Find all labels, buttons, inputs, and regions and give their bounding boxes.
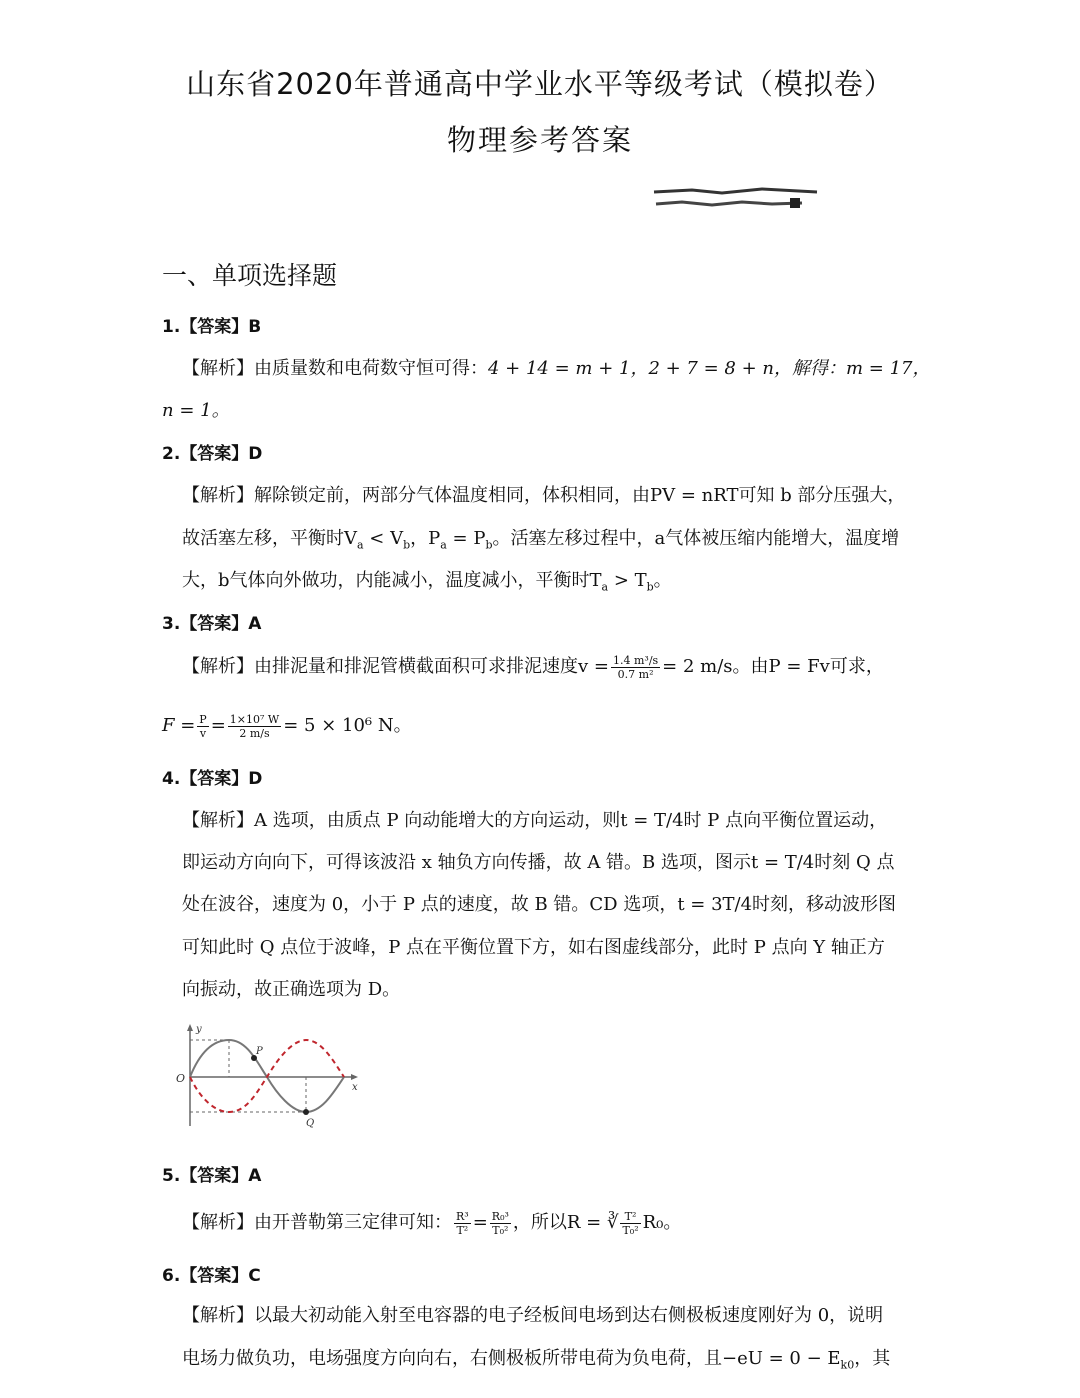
document-title: 山东省2020年普通高中学业水平等级考试（模拟卷） xyxy=(186,67,894,101)
q2-explanation-line1: 【解析】解除锁定前，两部分气体温度相同，体积相同，由PV = nRT可知 b 部分压强大， xyxy=(182,485,906,506)
x-axis-arrow-icon xyxy=(351,1074,358,1080)
x-label: x xyxy=(352,1082,358,1093)
q5-explanation-line1: 【解析】由开普勒第三定律可知： $\frac{\text{R³}}{\text{T²}}$ = $\frac{\text{R₀³}}{\text{T₀²}}$ ，所以R = ∛ $\frac{\text{T²}}{\text{T₀²}}$ R₀。 xyxy=(182,1209,682,1237)
q4-explanation-line2: 即运动方向向下，可得该波沿 x 轴负方向传播，故 A 错。B 选项，图示t = T/4时刻 Q 点 xyxy=(182,852,895,873)
q2-explanation-line3: 大，b气体向外做功，内能减小，温度减小，平衡时$T_a > T_b$。 xyxy=(182,570,672,594)
q2-explanation-line2: 故活塞左移，平衡时$V_a < V_b$，$P_a = P_b$。活塞左移过程中，a气体被压缩内能增大，温度增 xyxy=(182,528,900,552)
q3-fraction-pv: $\frac{P}{v}$ xyxy=(199,712,207,740)
q1-explanation-line2: n = 1。 xyxy=(162,400,230,421)
wave-diagram xyxy=(172,1022,362,1130)
q4-explanation-line4: 可知此时 Q 点位于波峰，P 点在平衡位置下方，如右图虚线部分，此时 P 点向 Y 轴正方 xyxy=(182,937,885,958)
redaction-mark xyxy=(652,184,822,210)
q4-explanation-line5: 向振动，故正确选项为 D。 xyxy=(182,979,401,1000)
q6-answer: 6.【答案】C xyxy=(162,1266,261,1286)
origin-label: O xyxy=(176,1072,186,1085)
q5-fraction-a: $\frac{\text{R³}}{\text{T²}}$ xyxy=(456,1209,469,1237)
q1-answer: 1.【答案】B xyxy=(162,317,262,337)
q1-explanation-line1: 【解析】由质量数和电荷数守恒可得：4 + 14 = m + 1，2 + 7 = 8 + n，解得：m = 17， xyxy=(182,358,931,379)
section-title: 一、单项选择题 xyxy=(162,261,338,290)
point-q xyxy=(303,1109,309,1115)
q2-answer: 2.【答案】D xyxy=(162,444,263,464)
q5-answer: 5.【答案】A xyxy=(162,1166,262,1186)
y-axis-arrow-icon xyxy=(187,1024,193,1031)
q-label: Q xyxy=(306,1118,315,1129)
q6-explanation-line2: 电场力做负功，电场强度方向向右，右侧极板所带电荷为负电荷，且$-eU = 0 - E_{k0}$，其 xyxy=(182,1348,891,1372)
q5-fraction-c: $\frac{\text{T²}}{\text{T₀²}}$ xyxy=(622,1209,639,1237)
q3-fraction-force: $\frac{\text{1×10⁷ W}}{2 m/s}$ xyxy=(229,712,280,740)
p-label: P xyxy=(256,1046,263,1057)
q4-explanation-line3: 处在波谷，速度为 0，小于 P 点的速度，故 B 错。CD 选项，t = 3T/4时刻，移动波形图 xyxy=(182,894,897,915)
q3-explanation-line2: F = $\frac{P}{v}$ = $\frac{\text{1×10⁷ W}}{2 m/s}$ = 5 × 10⁶ N。 xyxy=(162,712,412,740)
dashed-waveform xyxy=(190,1040,344,1112)
q3-answer: 3.【答案】A xyxy=(162,614,262,634)
document-subtitle: 物理参考答案 xyxy=(446,123,633,157)
q6-explanation-line1: 【解析】以最大初动能入射至电容器的电子经板间电场到达右侧极板速度刚好为 0，说明 xyxy=(182,1305,884,1326)
q3-fraction-velocity: $\frac{\text{1.4 m³/s}}{\text{0.7 m²}}$ xyxy=(612,653,659,681)
q4-explanation-line1: 【解析】A 选项，由质点 P 向动能增大的方向运动，则t = T/4时 P 点向平衡位置运动， xyxy=(182,810,888,831)
q3-explanation-line1: 【解析】由排泥量和排泥管横截面积可求排泥速度v = $\frac{\text{1.4 m³/s}}{\text{0.7 m²}}$ = 2 m/s。由P = Fv可求， xyxy=(182,653,884,681)
q5-fraction-b: $\frac{\text{R₀³}}{\text{T₀²}}$ xyxy=(491,1209,509,1237)
q4-answer: 4.【答案】D xyxy=(162,769,263,789)
y-label: y xyxy=(196,1024,202,1035)
